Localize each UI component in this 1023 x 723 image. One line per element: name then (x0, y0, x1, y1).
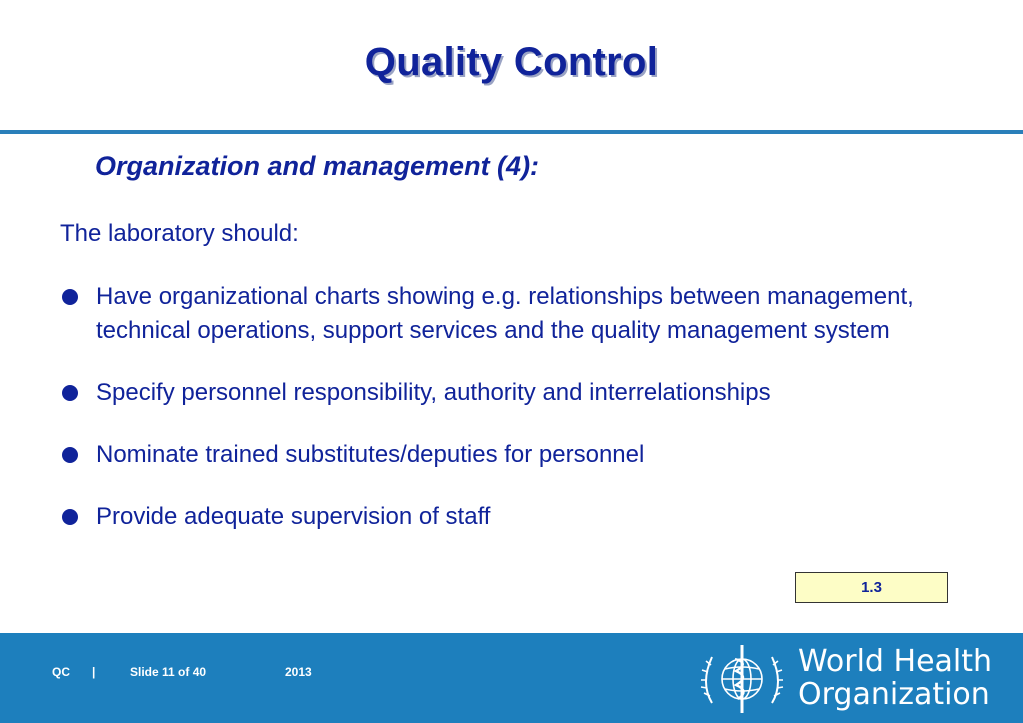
bullet-item (60, 500, 940, 534)
who-name-line1: World Health (798, 644, 993, 679)
slide-title: Quality Control (364, 40, 659, 84)
slide-subtitle: Organization and management (4): (95, 151, 540, 181)
bullet-text: Nominate trained substitutes/deputies for personnel (96, 441, 645, 468)
bullet-text: Have organizational charts showing e.g. relationships between management, technical operations, support services and the quality management system (96, 283, 914, 344)
bullet-dot-icon (62, 447, 78, 463)
bullet-item (60, 280, 940, 348)
bullet-item (60, 438, 940, 472)
footer-slide-number: Slide 11 of 40 (130, 665, 207, 679)
footer-course: QC (52, 665, 70, 679)
bullet-list (60, 280, 940, 562)
who-wordmark (798, 645, 992, 711)
who-name-line2: Organization (798, 677, 990, 712)
bullet-dot-icon (62, 385, 78, 401)
footer-separator: | (92, 665, 96, 679)
bullet-text: Specify personnel responsibility, authority and interrelationships (96, 379, 771, 406)
footer-year: 2013 (285, 665, 312, 679)
bullet-item (60, 376, 940, 410)
who-emblem-icon (694, 641, 790, 721)
title-divider (0, 130, 1023, 134)
footer-bar (0, 633, 1023, 723)
intro-text: The laboratory should: (60, 220, 299, 247)
bullet-dot-icon (62, 509, 78, 525)
bullet-text: Provide adequate supervision of staff (96, 503, 491, 530)
bullet-dot-icon (62, 289, 78, 305)
reference-box: 1.3 (795, 572, 948, 603)
